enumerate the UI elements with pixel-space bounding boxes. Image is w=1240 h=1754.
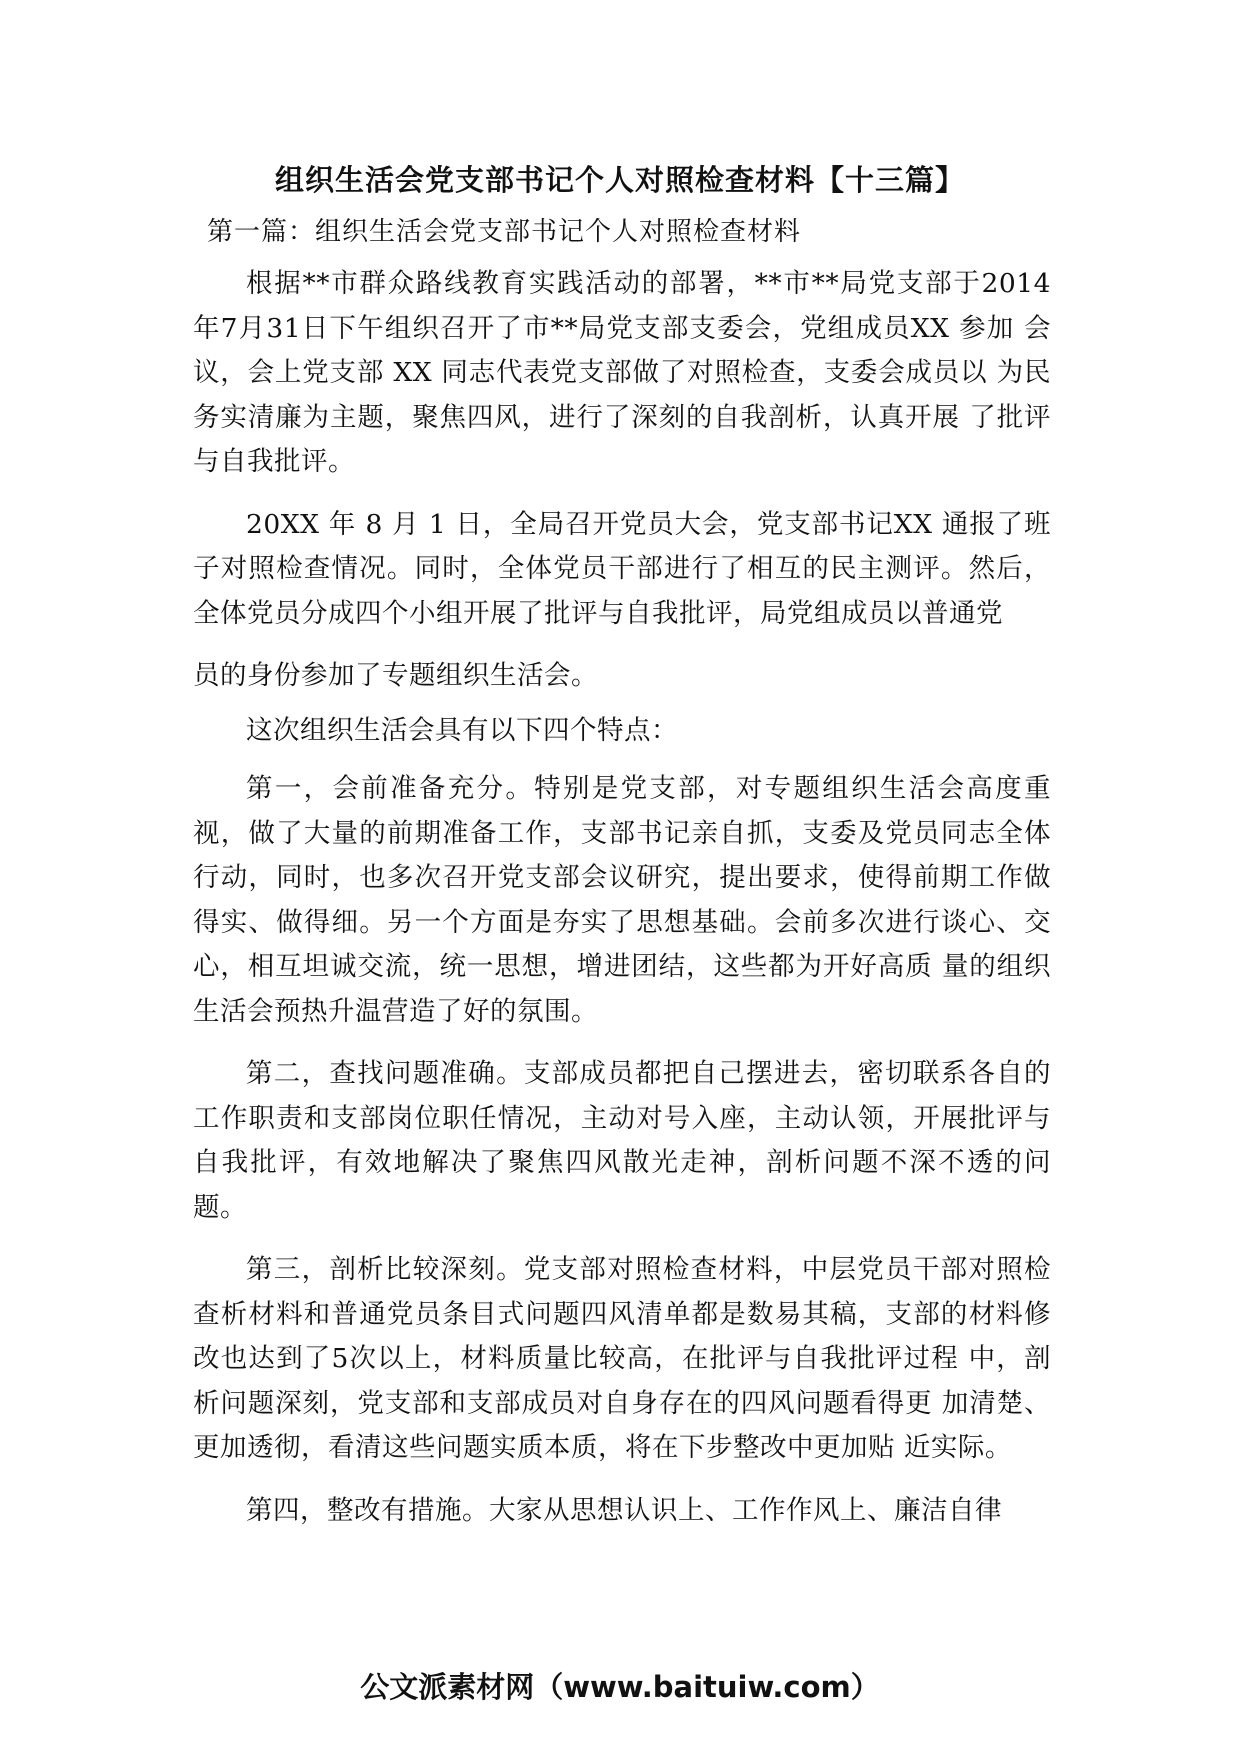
- paragraph-point-4: 第四，整改有措施。大家从思想认识上、工作作风上、廉洁自律: [246, 1494, 1002, 1526]
- document-title: 组织生活会党支部书记个人对照检查材料【十三篇】: [274, 163, 965, 197]
- paragraph-3: 这次组织生活会具有以下四个特点：: [246, 714, 678, 746]
- paragraph-1: 根据**市群众路线教育实践活动的部署，**市**局党支部于2014 年7月31日下午组织召开了市**局党支部支委会，党组成员XX 参加 会议，会上党支部 XX 同志代表党支部做了对照检查，支委会成员以 为民务实清廉为主题，聚焦四风，进行了深刻的自我剖析，认真开展 了批评与自我批评。: [193, 268, 1051, 477]
- paragraph-2: 20XX 年 8 月 1 日，全局召开党员大会，党支部书记XX 通报了班 子对照检查情况。同时，全体党员干部进行了相互的民主测评。然后， 全体党员分成四个小组开展了批评与自我批评，局党组成员以普通党: [193, 508, 1051, 629]
- paragraph-2-continued: 员的身份参加了专题组织生活会。: [193, 660, 598, 691]
- paragraph-point-1: 第一，会前准备充分。特别是党支部，对专题组织生活会高度重视，做了大量的前期准备工作，支部书记亲自抓，支委及党员同志全体行动，同时，也多次召开党支部会议研究，提出要求，使得前期工作做得实、做得细。另一个方面是夯实了思想基础。会前多次进行谈心、交心，相互坦诚交流，统一思想，增进团结，这些都为开好高质 量的组织生活会预热升温营造了好的氛围。: [193, 773, 1051, 1027]
- paragraph-point-3: 第三，剖析比较深刻。党支部对照检查材料，中层党员干部对照检查析材料和普通党员条目式问题四风清单都是数易其稿，支部的材料修改也达到了5次以上，材料质量比较高，在批评与自我批评过程 中，剖析问题深刻，党支部和支部成员对自身存在的四风问题看得更 加清楚、更加透彻，看清这些问题实质本质，将在下步整改中更加贴 近实际。: [193, 1254, 1051, 1463]
- footer-source: 公文派素材网（www.baituiw.com）: [360, 1670, 880, 1704]
- document-body: [193, 262, 1051, 1533]
- paragraph-point-2: 第二，查找问题准确。支部成员都把自己摆进去，密切联系各自的工作职责和支部岗位职任情况，主动对号入座，主动认领，开展批评与自我批评，有效地解决了聚焦四风散光走神，剖析问题不深不透的问题。: [193, 1058, 1051, 1223]
- section-heading: 第一篇：组织生活会党支部书记个人对照检查材料: [207, 217, 802, 247]
